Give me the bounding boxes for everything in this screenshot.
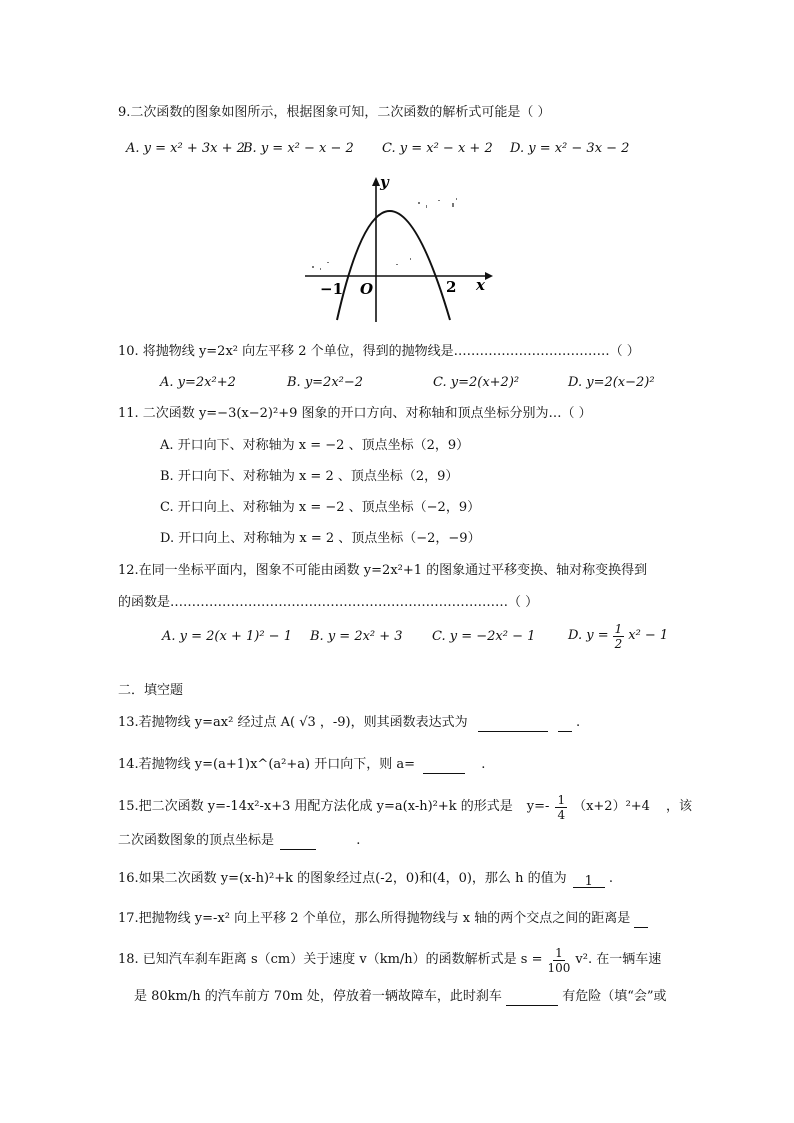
q10-option-b: B. y=2x²−2 <box>287 375 364 390</box>
q9-option-d: D. y = x² − 3x − 2 <box>510 141 630 156</box>
section-2-title: 二．填空题 <box>118 683 184 698</box>
q13-line <box>118 714 580 732</box>
q15-answer-prefix: y=- <box>526 799 550 814</box>
origin-label: O <box>360 280 374 298</box>
q12-option-b: B. y = 2x² + 3 <box>310 629 403 644</box>
q15-line2 <box>118 832 360 850</box>
q12-option-c: C. y = −2x² − 1 <box>432 629 536 644</box>
parabola-curve <box>337 211 450 320</box>
q15-answer-fraction <box>555 793 567 822</box>
tick-label-2: 2 <box>446 278 457 296</box>
q16-line <box>118 870 613 888</box>
q18-line1 <box>118 942 661 978</box>
q12-stem-line2: 的函数是……………………………………………………………………（ ） <box>118 595 539 610</box>
q13-tail: . <box>576 715 581 730</box>
q11-option-d: D. 开口向上、对称轴为 x = 2 、顶点坐标（−2，−9） <box>160 531 481 546</box>
q11-option-b: B. 开口向下、对称轴为 x = 2 、顶点坐标（2，9） <box>160 469 459 484</box>
q10-option-a: A. y=2x²+2 <box>160 375 236 390</box>
q16-text: 16.如果二次函数 y=(x-h)²+k 的图象经过点(-2，0)和(4，0)，那么 h 的值为 <box>118 871 567 886</box>
q18-fraction <box>545 946 572 975</box>
q12-option-d-prefix: D. y = <box>568 628 609 643</box>
q17-answer-blank[interactable] <box>634 913 648 928</box>
q9-stem: 9.二次函数的图象如图所示，根据图象可知，二次函数的解析式可能是（ ） <box>118 105 551 120</box>
q13-answer-blank[interactable] <box>478 717 548 732</box>
q15-text-a: 15.把二次函数 y=-14x²-x+3 用配方法化成 y=a(x-h)²+k 的形式是 <box>118 799 513 814</box>
q14-line <box>118 756 485 774</box>
q18-line2-text-b: 有危险（填“会”或 <box>562 989 667 1004</box>
q16-answer[interactable]: 1 <box>573 873 605 888</box>
q15-text-b: ，该 <box>665 799 692 814</box>
q10-option-c: C. y=2(x+2)² <box>433 375 520 390</box>
q18-line2-text-a: 是 80km/h 的汽车前方 70m 处，停放着一辆故障车，此时刹车 <box>134 989 502 1004</box>
q18-denominator: 100 <box>547 960 571 975</box>
q14-answer-blank[interactable] <box>423 759 465 774</box>
y-axis-arrow <box>372 177 380 186</box>
q12-stem-line1: 12.在同一坐标平面内，图象不可能由函数 y=2x²+1 的图象通过平移变换、轴对称变换得到 <box>118 563 648 578</box>
scan-noise <box>312 198 457 270</box>
q14-tail: . <box>481 757 486 772</box>
q12-option-d <box>568 620 668 652</box>
q12-option-d-suffix: x² − 1 <box>628 628 669 643</box>
q11-stem: 11. 二次函数 y=−3(x−2)²+9 图象的开口方向、对称轴和顶点坐标分别为…（ ） <box>118 406 592 421</box>
x-axis-arrow <box>485 272 493 280</box>
q17-text: 17.把抛物线 y=-x² 向上平移 2 个单位，那么所得抛物线与 x 轴的两个交点之间的距离是 <box>118 911 631 926</box>
q18-line2 <box>134 988 666 1006</box>
tick-label-neg1: −1 <box>320 280 344 298</box>
q15-answer-blank[interactable] <box>280 835 316 850</box>
q18-answer-blank[interactable] <box>506 991 558 1006</box>
q11-option-a: A. 开口向下、对称轴为 x = −2 、顶点坐标（2，9） <box>160 438 470 453</box>
q15-answer-denominator: 4 <box>557 807 566 822</box>
q18-text-b: v². 在一辆车速 <box>575 952 662 967</box>
q15-line2-text: 二次函数图象的顶点坐标是 <box>118 833 275 848</box>
q15-answer-suffix: （x+2）²+4 <box>573 799 650 814</box>
q12-option-d-numerator: 1 <box>614 621 623 636</box>
q18-text-a: 18. 已知汽车刹车距离 s（cm）关于速度 v（km/h）的函数解析式是 s = <box>118 952 543 967</box>
q18-numerator: 1 <box>555 945 563 960</box>
q15-answer-numerator: 1 <box>557 792 566 807</box>
q17-line <box>118 910 648 928</box>
x-axis-label: x <box>476 276 485 294</box>
q9-option-b: B. y = x² − x − 2 <box>243 141 354 156</box>
q13-text: 13.若抛物线 y=ax² 经过点 A( √3 ，-9)，则其函数表达式为 <box>118 715 468 730</box>
q12-option-a: A. y = 2(x + 1)² − 1 <box>162 629 292 644</box>
y-axis-label: y <box>380 173 389 191</box>
q15-line2-tail: . <box>356 833 361 848</box>
q11-option-c: C. 开口向上、对称轴为 x = −2 、顶点坐标（−2，9） <box>160 500 481 515</box>
q15-line1 <box>118 790 692 824</box>
q14-text: 14.若抛物线 y=(a+1)x^(a²+a) 开口向下，则 a= <box>118 757 415 772</box>
q16-tail: . <box>608 871 613 886</box>
q12-option-d-denominator: 2 <box>614 636 623 651</box>
q9-option-c: C. y = x² − x + 2 <box>382 141 493 156</box>
q12-option-d-fraction <box>613 622 625 651</box>
q9-option-a: A. y = x² + 3x + 2 <box>126 141 245 156</box>
q10-option-d: D. y=2(x−2)² <box>568 375 655 390</box>
q13-answer-blank-2[interactable] <box>558 717 572 732</box>
q9-parabola-graph <box>300 172 500 324</box>
q10-stem: 10. 将抛物线 y=2x² 向左平移 2 个单位，得到的抛物线是………………………………（ ） <box>118 344 640 359</box>
